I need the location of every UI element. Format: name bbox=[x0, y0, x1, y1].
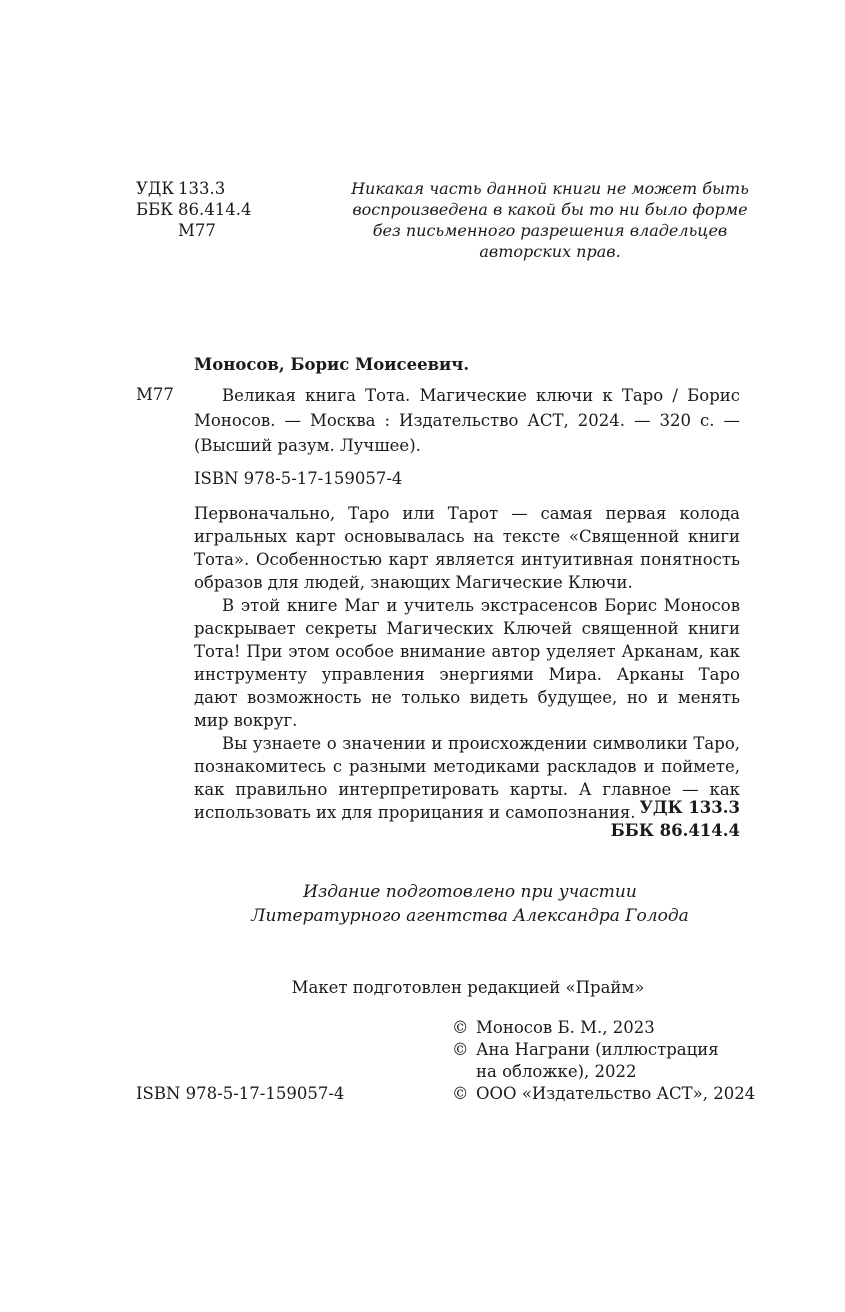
bbk-label: ББК bbox=[136, 200, 174, 219]
copyright-symbol: © bbox=[452, 1040, 469, 1059]
copyright-symbol bbox=[452, 1061, 476, 1083]
classification-codes bbox=[136, 178, 251, 241]
edition-note-line-1: Издание подготовлено при участии bbox=[303, 882, 637, 902]
copyright-symbol: © bbox=[452, 1018, 469, 1037]
bbk-row bbox=[136, 199, 251, 220]
udk-summary: УДК 133.3 bbox=[639, 798, 740, 817]
isbn-bottom: ISBN 978-5-17-159057-4 bbox=[136, 1084, 345, 1103]
annotation-paragraph-2: В этой книге Маг и учитель экстрасенсов Борис Моносов раскрывает секреты Магических Ключей священной книги Тота! При этом особое внимание автор уделяет Арканам, как инструменту управления энергиями Мира. Арканы Таро дают возможность не только видеть будущее, но и менять мир вокруг. bbox=[194, 596, 740, 730]
bbk-summary: ББК 86.414.4 bbox=[610, 821, 740, 840]
author-heading: Моносов, Борис Моисеевич. bbox=[194, 355, 470, 374]
author-sign-row bbox=[136, 220, 251, 241]
copyright-notice: Никакая часть данной книги не может быть воспроизведена в какой бы то ни было форме без письменного разрешения владельцев авторских прав. bbox=[351, 179, 749, 261]
copyright-item bbox=[452, 1061, 755, 1083]
bibliographic-text: Великая книга Тота. Магические ключи к Таро / Борис Моносов. — Москва : Издательство АСТ, 2024. — 320 с. — (Высший разум. Лучшее). bbox=[194, 386, 740, 455]
copyright-text: на обложке), 2022 bbox=[476, 1062, 637, 1081]
udk-row bbox=[136, 178, 251, 199]
isbn-main: ISBN 978-5-17-159057-4 bbox=[194, 469, 403, 488]
udk-value: 133.3 bbox=[178, 179, 226, 198]
edition-note bbox=[200, 880, 740, 928]
classification-codes-summary bbox=[540, 796, 740, 842]
copyright-list bbox=[452, 1017, 755, 1105]
annotation-paragraph-1: Первоначально, Таро или Тарот — самая первая колода игральных карт основывалась на тексте «Священной книги Тота». Особенностью карт является интуитивная понятность образов для людей, знающих Магические Ключи. bbox=[194, 504, 740, 592]
bibliographic-record bbox=[194, 383, 740, 458]
copyright-item bbox=[452, 1039, 755, 1061]
layout-note: Макет подготовлен редакцией «Прайм» bbox=[291, 978, 645, 997]
copyright-symbol: © bbox=[452, 1084, 469, 1103]
copyright-text: Ана Награни (иллюстрация bbox=[476, 1040, 719, 1059]
author-sign: М77 bbox=[178, 221, 216, 240]
margin-author-sign: М77 bbox=[136, 385, 174, 404]
annotation bbox=[194, 502, 740, 824]
copyright-text: Моносов Б. М., 2023 bbox=[476, 1018, 655, 1037]
copyright-text: ООО «Издательство АСТ», 2024 bbox=[476, 1084, 756, 1103]
bbk-value: 86.414.4 bbox=[178, 200, 252, 219]
annotation-paragraph-3: Вы узнаете о значении и происхождении символики Таро, познакомитесь с разными методиками раскладов и поймете, как правильно интерпретировать карты. А главное — как использовать их для прорицания и самопознания. bbox=[194, 734, 740, 822]
copyright-item bbox=[452, 1083, 755, 1105]
copyright-item bbox=[452, 1017, 755, 1039]
udk-label: УДК bbox=[136, 179, 175, 198]
edition-note-line-2: Литературного агентства Александра Голода bbox=[251, 906, 689, 926]
